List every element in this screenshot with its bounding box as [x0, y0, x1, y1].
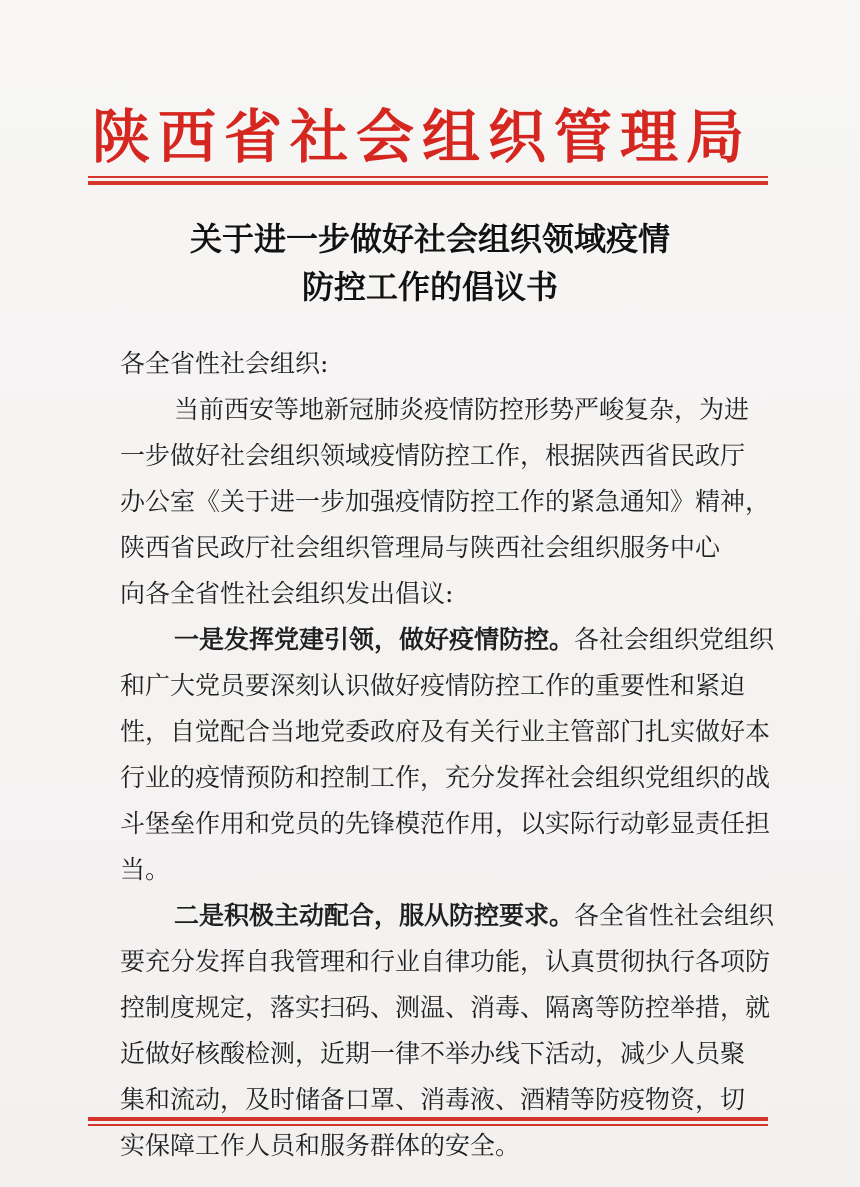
paragraph-3-line-4: 近做好核酸检测，近期一律不举办线下活动，减少人员聚 [120, 1039, 746, 1068]
paragraph-3-line-2: 要充分发挥自我管理和行业自律功能，认真贯彻执行各项防 [120, 947, 771, 976]
paragraph-1-line-3: 办公室《关于进一步加强疫情防控工作的紧急通知》精神， [120, 487, 771, 516]
footer-rule-top [88, 1117, 768, 1121]
paragraph-2-line-2: 和广大党员要深刻认识做好疫情防控工作的重要性和紧迫 [120, 671, 746, 700]
paragraph-2-line-1 [174, 616, 774, 664]
letterhead-rule-top [88, 176, 768, 178]
paragraph-3-first-rest: 各全省性社会组织 [574, 901, 775, 930]
paragraph-2-line-6: 当。 [120, 855, 171, 884]
paragraph-3-line-3: 控制度规定，落实扫码、测温、消毒、隔离等防控举措，就 [120, 993, 771, 1022]
salutation: 各全省性社会组织: [120, 349, 329, 378]
paragraph-2-line-4: 行业的疫情预防和控制工作，充分发挥社会组织党组织的战 [120, 763, 771, 792]
paragraph-1-line-2: 一步做好社会组织领域疫情防控工作，根据陕西省民政厅 [120, 441, 746, 470]
paragraph-2-line-3: 性，自觉配合当地党委政府及有关行业主管部门扎实做好本 [120, 717, 771, 746]
footer-rule-bottom [88, 1124, 768, 1126]
paragraph-3-lead: 二是积极主动配合，服从防控要求。 [174, 901, 575, 930]
paragraph-1-line-1: 当前西安等地新冠肺炎疫情防控形势严峻复杂，为进 [174, 395, 750, 424]
letterhead-org-name: 陕西省社会组织管理局 [92, 103, 753, 171]
paragraph-1-line-5: 向各全省性社会组织发出倡议: [120, 579, 454, 608]
paragraph-2-line-5: 斗堡垒作用和党员的先锋模范作用，以实际行动彰显责任担 [120, 809, 771, 838]
letterhead-rule-bottom [88, 181, 768, 185]
paragraph-1-line-4: 陕西省民政厅社会组织管理局与陕西社会组织服务中心 [120, 533, 721, 562]
paragraph-3-line-1 [174, 892, 774, 940]
paragraph-3-line-5: 集和流动，及时储备口罩、消毒液、酒精等防疫物资，切 [120, 1085, 746, 1114]
paragraph-2-lead: 一是发挥党建引领，做好疫情防控。 [174, 625, 575, 654]
document-title-line-2: 防控工作的倡议书 [301, 268, 558, 306]
paragraph-3-line-6: 实保障工作人员和服务群体的安全。 [120, 1131, 521, 1160]
document-title-line-1: 关于进一步做好社会组织领域疫情 [189, 220, 670, 258]
paragraph-2-first-rest: 各社会组织党组织 [574, 625, 775, 654]
